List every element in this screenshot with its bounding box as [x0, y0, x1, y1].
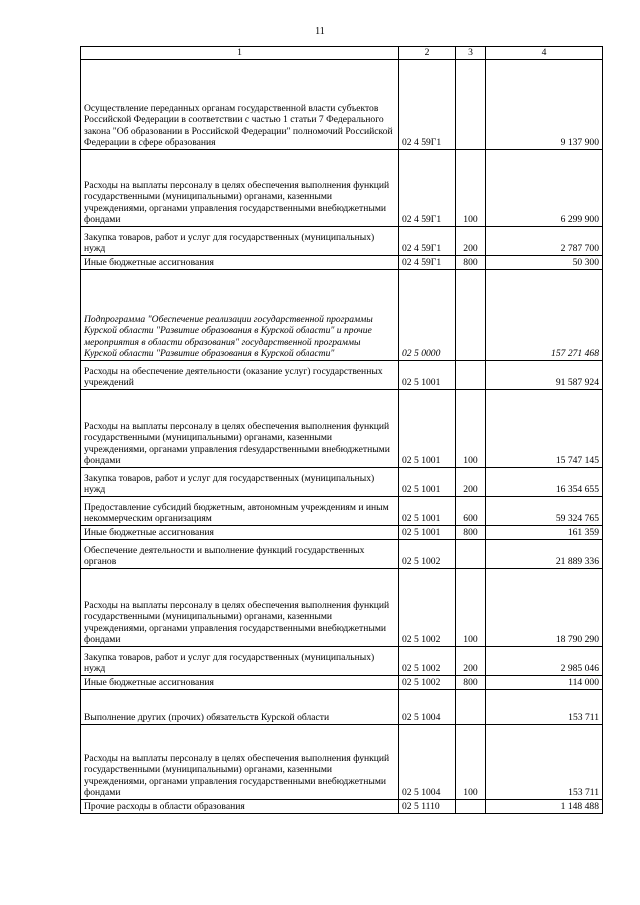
row-code: 02 4 59Г1: [399, 227, 456, 256]
row-name: Выполнение других (прочих) обязательств Курской области: [81, 690, 399, 725]
row-code: 02 5 1004: [399, 725, 456, 800]
row-amount: 114 000: [486, 676, 603, 690]
row-name: Закупка товаров, работ и услуг для государственных (муниципальных) нужд: [81, 468, 399, 497]
row-name: Предоставление субсидий бюджетным, автономным учреждениям и иным некоммерческим организациям: [81, 497, 399, 526]
row-code: 02 5 0000: [399, 270, 456, 361]
row-name: Закупка товаров, работ и услуг для государственных (муниципальных) нужд: [81, 227, 399, 256]
row-vr: 200: [456, 647, 486, 676]
row-code: 02 5 1004: [399, 690, 456, 725]
column-header: 2: [399, 47, 456, 60]
row-vr: [456, 270, 486, 361]
row-amount: 59 324 765: [486, 497, 603, 526]
column-header: 1: [81, 47, 399, 60]
row-amount: 21 889 336: [486, 540, 603, 569]
row-code: 02 4 59Г1: [399, 150, 456, 227]
row-vr: [456, 60, 486, 150]
row-amount: 16 354 655: [486, 468, 603, 497]
row-amount: 18 790 290: [486, 569, 603, 647]
row-amount: 91 587 924: [486, 361, 603, 390]
row-vr: 800: [456, 526, 486, 540]
table-row: [81, 540, 603, 569]
row-name: Обеспечение деятельности и выполнение функций государственных органов: [81, 540, 399, 569]
row-amount: 6 299 900: [486, 150, 603, 227]
table-row: [81, 497, 603, 526]
table-row: [81, 800, 603, 814]
row-code: 02 5 1001: [399, 468, 456, 497]
row-vr: 200: [456, 468, 486, 497]
table-row: [81, 256, 603, 270]
row-amount: 153 711: [486, 690, 603, 725]
row-amount: 2 985 046: [486, 647, 603, 676]
row-amount: 50 300: [486, 256, 603, 270]
row-vr: [456, 540, 486, 569]
row-code: 02 5 1001: [399, 361, 456, 390]
row-amount: 2 787 700: [486, 227, 603, 256]
column-header: 4: [486, 47, 603, 60]
row-vr: 100: [456, 725, 486, 800]
row-name: Подпрограмма "Обеспечение реализации государственной программы Курской области "Развитие образования в Курской области" и прочие мероприятия в области образования" государственной программы Курской области "Развитие образования в Курской области": [81, 270, 399, 361]
table-row: [81, 468, 603, 497]
table-row: [81, 569, 603, 647]
row-amount: 9 137 900: [486, 60, 603, 150]
page-number: 11: [315, 26, 325, 37]
row-code: 02 5 1001: [399, 390, 456, 468]
table-row: [81, 725, 603, 800]
row-code: 02 5 1002: [399, 647, 456, 676]
row-vr: [456, 361, 486, 390]
row-name: Иные бюджетные ассигнования: [81, 526, 399, 540]
table-row: [81, 647, 603, 676]
row-vr: [456, 800, 486, 814]
row-code: 02 5 1001: [399, 526, 456, 540]
table-row: [81, 60, 603, 150]
table-header-row: [81, 47, 603, 60]
row-name: Прочие расходы в области образования: [81, 800, 399, 814]
table-row: [81, 227, 603, 256]
row-name: Расходы на выплаты персоналу в целях обеспечения выполнения функций государственными (муниципальными) органами, казенными учреждениями, органами управления государственными внебюджетными фондами: [81, 725, 399, 800]
row-code: 02 4 59Г1: [399, 60, 456, 150]
row-code: 02 5 1002: [399, 676, 456, 690]
row-vr: 100: [456, 390, 486, 468]
row-code: 02 4 59Г1: [399, 256, 456, 270]
table-row: [81, 150, 603, 227]
row-vr: [456, 690, 486, 725]
row-vr: 600: [456, 497, 486, 526]
row-name: Осуществление переданных органам государственной власти субъектов Российской Федерации в соответствии с частью 1 статьи 7 Федерального закона "Об образовании в Российской Федерации" полномочий Российской Федерации в сфере образования: [81, 60, 399, 150]
row-name: Иные бюджетные ассигнования: [81, 256, 399, 270]
table-row: [81, 526, 603, 540]
row-name: Расходы на выплаты персоналу в целях обеспечения выполнения функций государственными (муниципальными) органами, казенными учреждениями, органами управления государственными внебюджетными фондами: [81, 569, 399, 647]
row-amount: 15 747 145: [486, 390, 603, 468]
column-header: 3: [456, 47, 486, 60]
row-name: Расходы на выплаты персоналу в целях обеспечения выполнения функций государственными (муниципальными) органами, казенными учреждениями, органами управления гdesударственными внебюджетными фондами: [81, 390, 399, 468]
row-amount: 157 271 468: [486, 270, 603, 361]
row-vr: 800: [456, 676, 486, 690]
table-row: [81, 390, 603, 468]
table-row-subprogram: [81, 270, 603, 361]
row-vr: 100: [456, 569, 486, 647]
row-name: Закупка товаров, работ и услуг для государственных (муниципальных) нужд: [81, 647, 399, 676]
row-code: 02 5 1002: [399, 569, 456, 647]
row-code: 02 5 1110: [399, 800, 456, 814]
table-row: [81, 676, 603, 690]
row-code: 02 5 1002: [399, 540, 456, 569]
budget-table: [80, 46, 603, 814]
table-row: [81, 361, 603, 390]
table-row: [81, 690, 603, 725]
row-amount: 153 711: [486, 725, 603, 800]
row-code: 02 5 1001: [399, 497, 456, 526]
row-amount: 161 359: [486, 526, 603, 540]
row-name: Иные бюджетные ассигнования: [81, 676, 399, 690]
row-vr: 100: [456, 150, 486, 227]
row-name: Расходы на обеспечение деятельности (оказание услуг) государственных учреждений: [81, 361, 399, 390]
row-name: Расходы на выплаты персоналу в целях обеспечения выполнения функций государственными (муниципальными) органами, казенными учреждениями, органами управления государственными внебюджетными фондами: [81, 150, 399, 227]
row-vr: 800: [456, 256, 486, 270]
row-amount: 1 148 488: [486, 800, 603, 814]
row-vr: 200: [456, 227, 486, 256]
